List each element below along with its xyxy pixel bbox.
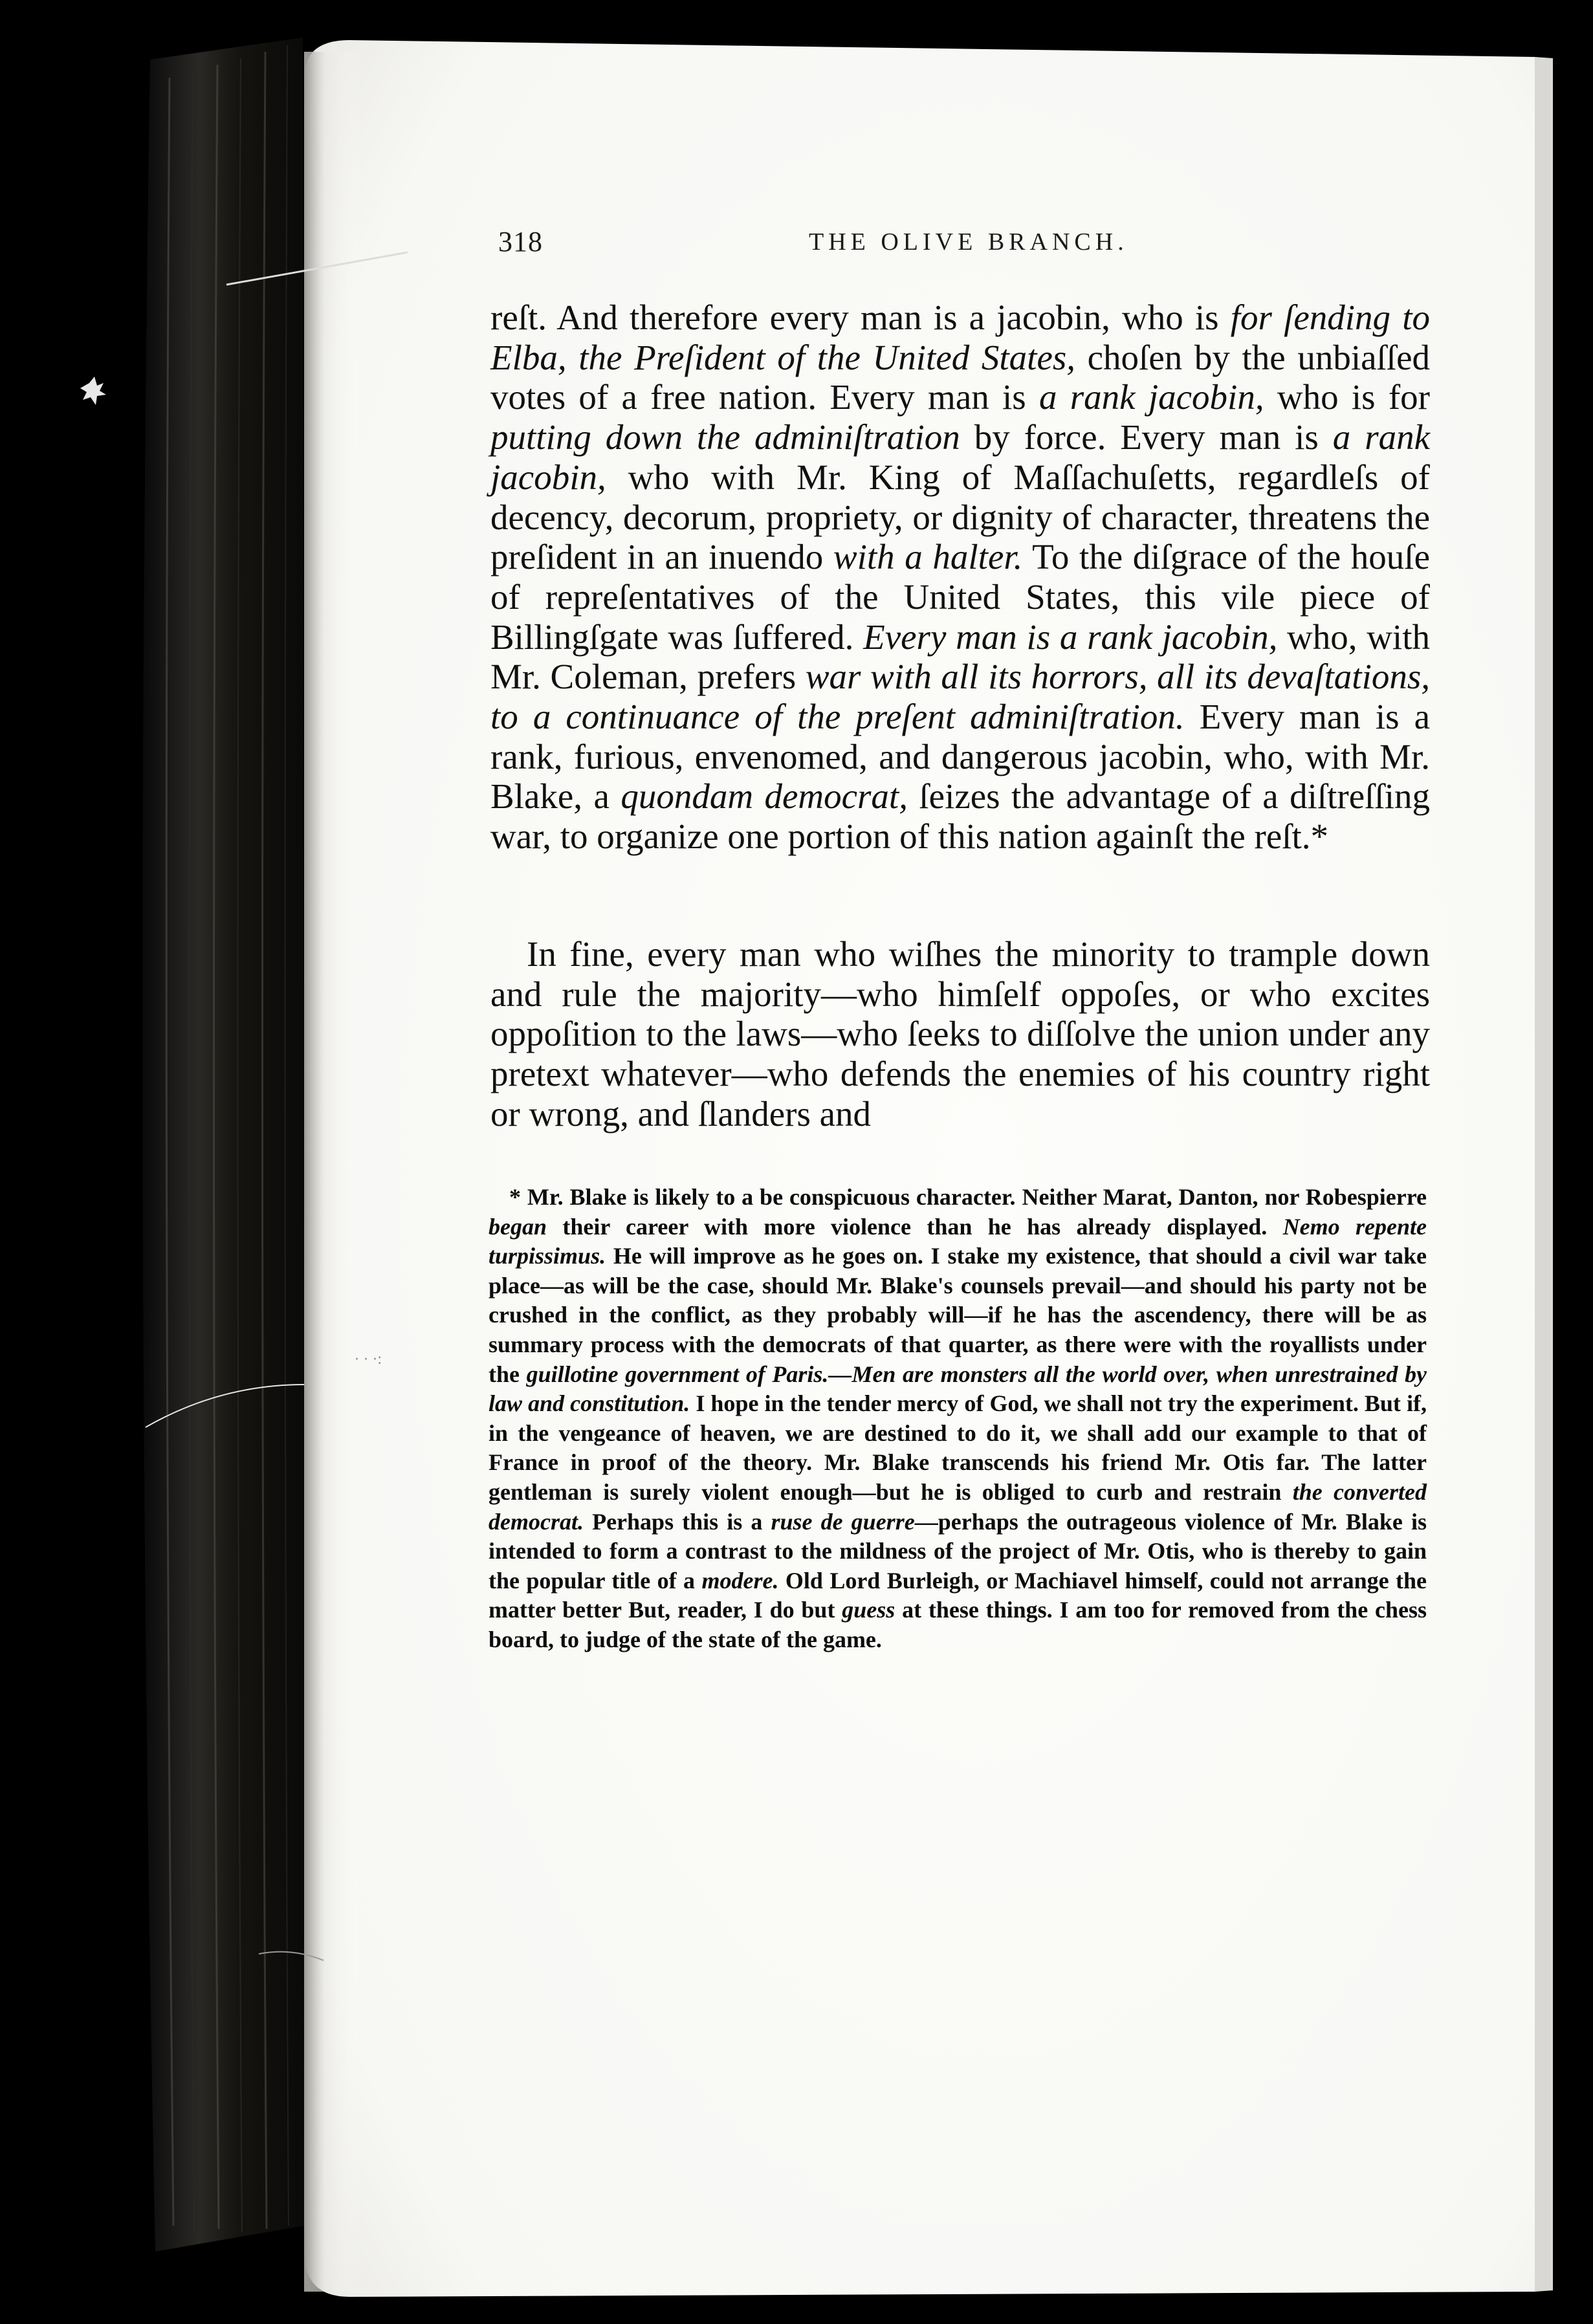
italic-text-run: with a halter. — [833, 537, 1023, 577]
text-run: I hope in the tender mercy of God, we shall not try the experiment. But if, in the vengeance of heaven, we are destined to do it, we shall add our example to that of France in proof of the theory. Mr. Blake transcends his friend Mr. Otis far. The latter gentleman is surely violent enough—but he is obliged to curb and restrain — [489, 1390, 1427, 1505]
text-run: by force. Every man is — [960, 417, 1333, 457]
text-run: ſeizes the advantage of a diſtreſſing war, to organize one portion of this nation againſt the reſt.* — [490, 776, 1430, 857]
italic-text-run: for ſending to Elba, the Preſident of the United States, — [490, 298, 1430, 377]
text-run: choſen by the unbiaſſed votes of a free nation. Every man is — [490, 337, 1430, 417]
text-run: Old Lord Burleigh, or Machiavel himself, could not arrange the matter better But, reader, I do but — [489, 1567, 1427, 1623]
italic-text-run: a rank jacobin, — [1038, 377, 1264, 417]
italic-text-run: war with all its horrors, all its devaſtations, to a continuance of the preſent adminiſtration. — [490, 657, 1430, 737]
facing-page-edge — [1535, 57, 1553, 2292]
text-run: Every man is a rank, furious, envenomed, and dangerous jacobin, who, with Mr. Blake, a — [490, 697, 1430, 817]
text-run: at these things. I am too for removed from the chess board, to judge of the state of the game. — [489, 1597, 1427, 1652]
text-run: their career with more violence than he has already displayed. — [547, 1213, 1283, 1240]
italic-text-run: quondam democrat, — [621, 776, 908, 817]
text-run: * Mr. Blake is likely to a be conspicuous character. Neither Marat, Danton, nor Robespierre — [509, 1184, 1427, 1210]
text-run: reſt. And therefore every man is a jacobin, who is — [490, 298, 1231, 337]
footnote — [489, 1183, 1427, 1655]
body-paragraph-2 — [490, 934, 1430, 1134]
italic-text-run: putting down the adminiſtration — [490, 417, 960, 457]
italic-text-run: ruse de guerre — [771, 1508, 915, 1535]
italic-text-run: Nemo repente turpissimus. — [489, 1213, 1427, 1269]
italic-text-run: Every man is a rank jacobin, — [863, 617, 1278, 657]
text-run: who with Mr. King of Maſſachuſetts, regardleſs of decency, decorum, propriety, or dignity of character, threatens the preſident in an inuendo — [490, 457, 1430, 577]
text-run: To the diſgrace of the houſe of repreſentatives of the United States, this vile piece of Billingſgate was ſuffered. — [490, 537, 1430, 657]
text-run: Perhaps this is a — [583, 1508, 771, 1535]
italic-text-run: guess — [842, 1597, 895, 1623]
italic-text-run: the converted democrat. — [489, 1478, 1427, 1535]
italic-text-run: modere. — [701, 1567, 779, 1594]
svg-text:· · ·:: · · ·: — [355, 1352, 382, 1368]
text-run: In fine, every man who wiſhes the minority to trample down and rule the majority—who himſelf oppoſes, or who excites oppoſition to the laws—who ſeeks to diſſolve the union under any pretext whatever—who defends the enemies of his country right or wrong, and ſlanders and — [490, 934, 1430, 1134]
text-run: —perhaps the outrageous violence of Mr. Blake is intended to form a contrast to the mildness of the project of Mr. Otis, who is thereby to gain the popular title of a — [489, 1508, 1427, 1594]
text-run: He will improve as he goes on. I stake my existence, that should a civil war take place—as will be the case, should Mr. Blake's counsels prevail—and should his party not be crushed in the conflict, as they probably will—if he has the ascendency, there will be as summary process with the democrats of that quarter, as there were with the royallists under the — [489, 1243, 1427, 1387]
running-title: THE OLIVE BRANCH. — [809, 228, 1128, 256]
page-number: 318 — [498, 226, 543, 258]
italic-text-run: began — [489, 1213, 547, 1240]
page-gutter — [304, 52, 362, 2292]
italic-text-run: guillotine government of Paris.—Men are monsters all the world over, when unrestrained by law and constitution. — [489, 1361, 1427, 1417]
text-run: who, with Mr. Coleman, prefers — [490, 617, 1430, 697]
text-run: who is for — [1264, 377, 1430, 417]
book-edge — [142, 38, 304, 2252]
body-paragraph-1 — [490, 298, 1430, 857]
italic-text-run: a rank jacobin, — [490, 417, 1431, 497]
